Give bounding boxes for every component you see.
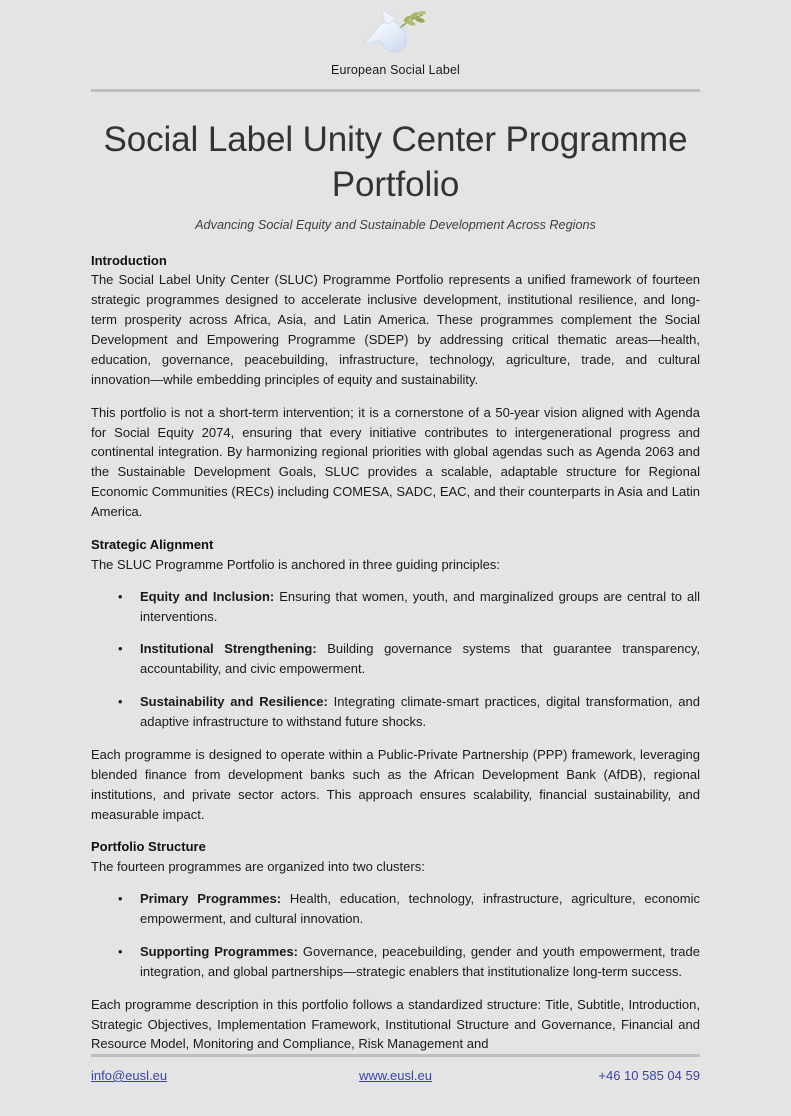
page-subtitle: Advancing Social Equity and Sustainable Development Across Regions	[195, 217, 596, 232]
bullet-label: Equity and Inclusion:	[140, 588, 275, 604]
bullet-text: Health, education, technology, infrastructure, agriculture, economic empowerment, and cultural innovation.	[140, 891, 700, 927]
bullet-label: Supporting Programmes:	[140, 943, 298, 959]
website-link[interactable]: www.eusl.eu	[358, 1068, 432, 1083]
dove-with-olive-branch-icon	[356, 8, 436, 60]
introduction-paragraph-1: The Social Label Unity Center (SLUC) Programme Portfolio represents a unified framework of fourteen strategic programmes designed to accelerate inclusive development, institutional resilience, and long-term prosperity across Africa, Asia, and Latin America. These programmes complement the Social Development and Empowering Programme (SDEP) by addressing critical thematic areas—health, education, governance, peacebuilding, infrastructure, technology, agriculture, trade, and cultural innovation—while embedding principles of equity and sustainability.	[91, 272, 700, 387]
bullet-marker: •	[118, 943, 123, 959]
list-item	[91, 889, 700, 929]
section-heading-strategic-alignment: Strategic Alignment	[91, 536, 214, 552]
brand-name: European Social Label	[331, 63, 460, 77]
footer-email-cell	[91, 1068, 298, 1083]
footer-divider	[91, 1054, 700, 1057]
introduction-paragraph-2: This portfolio is not a short-term intervention; it is a cornerstone of a 50-year vision aligned with Agenda for Social Equity 2074, ensuring that every initiative contributes to intergenerational progress and continental integration. By harmonizing regional priorities with global agendas such as Agenda 2063 and the Sustainable Development Goals, SLUC provides a scalable, adaptable structure for Regional Economic Communities (RECs) including COMESA, SADC, EAC, and their counterparts in Asia and Latin America.	[91, 404, 700, 520]
footer-contact-row	[91, 1068, 700, 1083]
portfolio-structure-bullet-list	[91, 889, 700, 982]
list-item	[91, 692, 700, 732]
email-link[interactable]: info@eusl.eu	[91, 1068, 168, 1083]
document-body	[91, 251, 700, 1055]
list-item	[91, 587, 700, 627]
footer-website-cell	[298, 1068, 493, 1083]
document-footer	[91, 1054, 700, 1083]
phone-number: +46 10 585 04 59	[598, 1068, 700, 1083]
header-divider	[91, 89, 700, 92]
section-heading-introduction: Introduction	[91, 252, 167, 268]
strategic-alignment-lead: The SLUC Programme Portfolio is anchored in three guiding principles:	[91, 556, 500, 572]
bullet-label: Sustainability and Resilience:	[140, 694, 328, 710]
portfolio-structure-lead: The fourteen programmes are organized into two clusters:	[91, 859, 425, 875]
page-title: Social Label Unity Center Programme Portfolio	[103, 120, 688, 204]
document-header	[91, 0, 700, 92]
bullet-marker: •	[118, 588, 123, 604]
bullet-marker: •	[118, 891, 123, 907]
portfolio-structure-closing-paragraph: Each programme description in this portfolio follows a standardized structure: Title, Subtitle, Introduction, Strategic Objectives, Implementation Framework, Institutional Structure and Governance, Financial and Resource Model, Monitoring and Compliance, Risk Management and	[91, 996, 700, 1052]
bullet-text: Integrating climate-smart practices, digital transformation, and adaptive infrastructure to withstand future shocks.	[140, 694, 701, 730]
list-item	[91, 942, 700, 982]
strategic-alignment-bullet-list	[91, 587, 700, 732]
bullet-text: Governance, peacebuilding, gender and youth empowerment, trade integration, and global partnerships—strategic enablers that institutionalize long-term success.	[140, 943, 700, 979]
footer-phone-cell	[493, 1068, 700, 1083]
bullet-marker: •	[118, 641, 123, 657]
bullet-marker: •	[118, 694, 123, 710]
strategic-alignment-closing-paragraph: Each programme is designed to operate within a Public-Private Partnership (PPP) framework, leveraging blended finance from development banks such as the African Development Bank (AfDB), regional institutions, and private sector actors. This approach ensures scalability, financial sustainability, and measurable impact.	[91, 746, 700, 822]
bullet-text: Building governance systems that guarantee transparency, accountability, and civic empowerment.	[140, 641, 700, 677]
bullet-label: Primary Programmes:	[140, 891, 282, 907]
section-heading-portfolio-structure: Portfolio Structure	[91, 839, 206, 855]
bullet-text: Ensuring that women, youth, and marginalized groups are central to all interventions.	[140, 588, 700, 624]
bullet-label: Institutional Strengthening:	[140, 641, 317, 657]
list-item	[91, 639, 700, 679]
